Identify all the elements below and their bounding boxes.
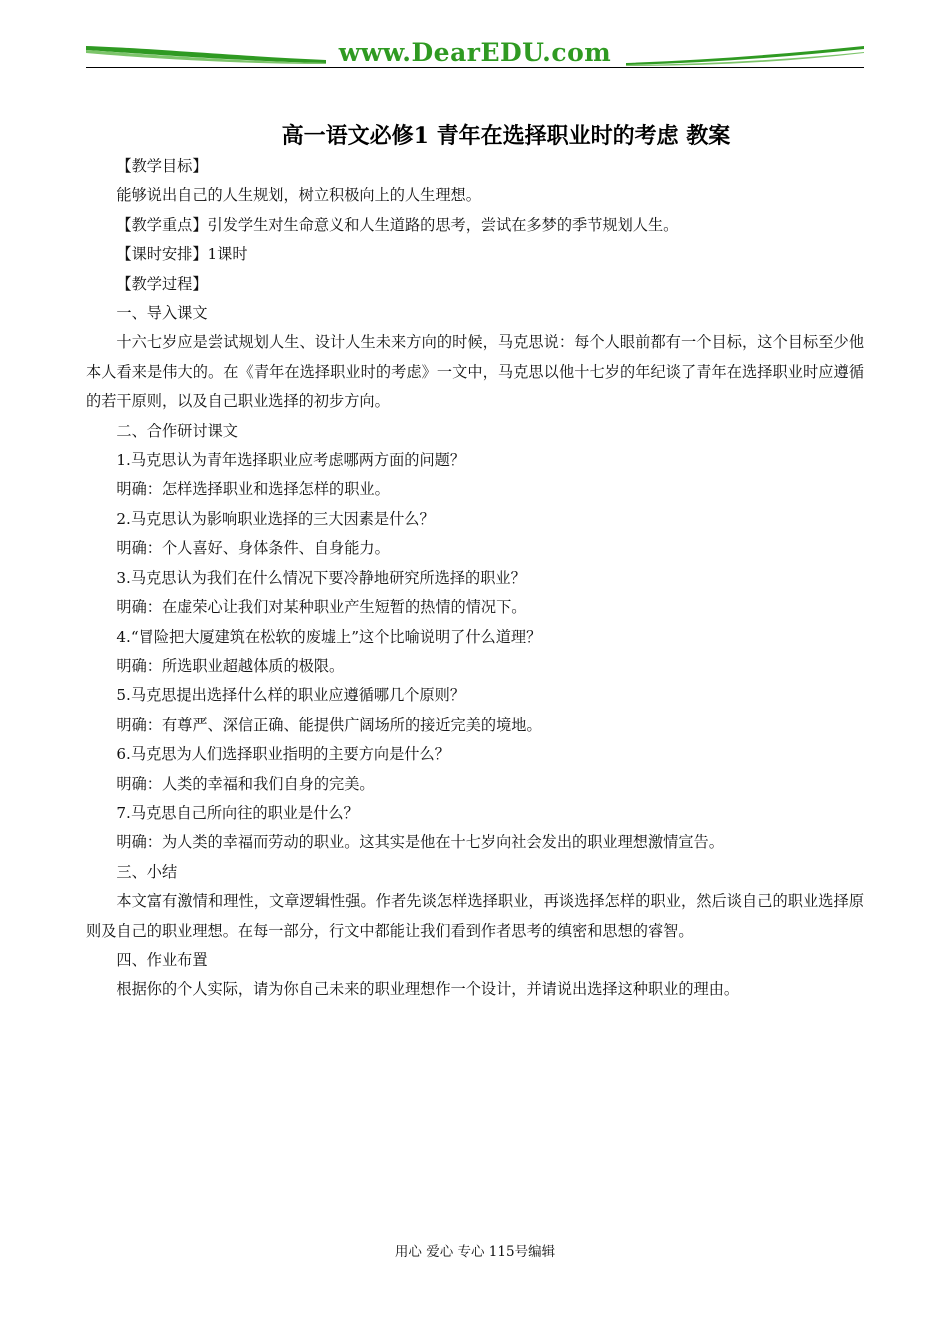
body-paragraph: 本文富有激情和理性，文章逻辑性强。作者先谈怎样选择职业，再谈选择怎样的职业，然后谈自己的职业选择原则及自己的职业理想。在每一部分，行文中都能让我们看到作者思考的缜密和思想的睿智。 — [86, 892, 864, 940]
section-heading: 三、小结 — [116, 862, 178, 881]
header-divider — [86, 67, 864, 68]
question-item: 1.马克思认为青年选择职业应考虑哪两方面的问题？ — [116, 451, 466, 470]
section-label-process: 【教学过程】 — [116, 274, 208, 293]
answer-item: 明确：怎样选择职业和选择怎样的职业。 — [116, 480, 390, 499]
page-footer: 用心 爱心 专心 115号编辑 — [394, 1244, 556, 1260]
section-label-schedule: 【课时安排】1课时 — [116, 245, 248, 264]
section-heading: 二、合作研讨课文 — [116, 421, 238, 440]
document-body — [86, 152, 864, 1005]
question-item: 3.马克思认为我们在什么情况下要冷静地研究所选择的职业？ — [116, 568, 526, 587]
question-item: 4.“冒险把大厦建筑在松软的废墟上”这个比喻说明了什么道理？ — [116, 627, 542, 646]
site-header — [86, 36, 864, 70]
body-paragraph: 能够说出自己的人生规划，树立积极向上的人生理想。 — [116, 186, 481, 205]
body-paragraph: 根据你的个人实际，请为你自己未来的职业理想作一个设计，并请说出选择这种职业的理由。 — [116, 980, 740, 999]
question-item: 7.马克思自己所向往的职业是什么？ — [116, 803, 359, 822]
answer-item: 明确：在虚荣心让我们对某种职业产生短暂的热情的情况下。 — [116, 598, 527, 617]
answer-item: 明确：个人喜好、身体条件、自身能力。 — [116, 539, 390, 558]
document-title: 高一语文必修1 青年在选择职业时的考虑 教案 — [281, 123, 731, 149]
section-label-focus: 【教学重点】引发学生对生命意义和人生道路的思考，尝试在多梦的季节规划人生。 — [116, 215, 679, 234]
question-item: 5.马克思提出选择什么样的职业应遵循哪几个原则？ — [116, 686, 466, 705]
answer-item: 明确：有尊严、深信正确、能提供广阔场所的接近完美的境地。 — [116, 715, 542, 734]
question-item: 6.马克思为人们选择职业指明的主要方向是什么？ — [116, 745, 450, 764]
question-item: 2.马克思认为影响职业选择的三大因素是什么？ — [116, 509, 435, 528]
site-logo: www.DearEDU.com — [338, 38, 612, 67]
section-heading: 一、导入课文 — [116, 304, 208, 323]
section-label-objectives: 【教学目标】 — [116, 157, 208, 175]
answer-item: 明确：为人类的幸福而劳动的职业。这其实是他在十七岁向社会发出的职业理想激情宣告。 — [116, 833, 724, 852]
section-heading: 四、作业布置 — [116, 950, 208, 969]
answer-item: 明确：所选职业超越体质的极限。 — [116, 656, 345, 675]
body-paragraph: 十六七岁应是尝试规划人生、设计人生未来方向的时候，马克思说：每个人眼前都有一个目标，这个目标至少他本人看来是伟大的。在《青年在选择职业时的考虑》一文中，马克思以他十七岁的年纪谈了青年在选择职业时应遵循的若干原则，以及自己职业选择的初步方向。 — [86, 333, 864, 411]
answer-item: 明确：人类的幸福和我们自身的完美。 — [116, 774, 375, 793]
